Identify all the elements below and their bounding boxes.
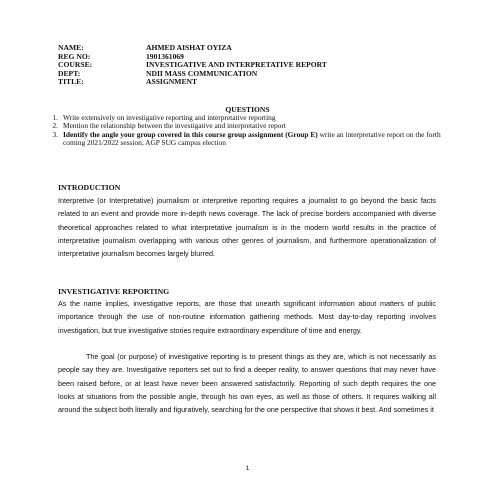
info-row-name	[58, 44, 327, 53]
info-value: AHMED AISHAT OYIZA	[146, 43, 232, 52]
info-label: COURSE:	[58, 60, 93, 70]
info-value: ASSIGNMENT	[146, 77, 198, 87]
question-number: 3.	[52, 129, 58, 139]
info-label: REG NO:	[58, 51, 91, 61]
question-rest-text: write an interpretative report on the forth coming 2021/2022 session, AGP SUG campus election	[63, 129, 441, 148]
info-label: DEPT:	[58, 68, 81, 78]
introduction-paragraph: Interpretive (or Interpretative) journalism or interpretive reporting requires a journalist to go beyond the basic facts related to an event and provide more in-depth news coverage. The lack of precise borders accompanied with diverse theoretical approaches related to what interpretative journalism is in the modern world results in the practice of interpretative journalism overlapping with various other genres of journalism, and furthermore operationalization of interpretative journalism becomes largely blurred.	[58, 196, 436, 259]
info-value: 1901361069	[146, 51, 184, 61]
page-number: 1	[245, 465, 250, 472]
info-label: TITLE:	[58, 77, 84, 87]
info-value: INVESTIGATIVE AND INTERPRETATIVE REPORT	[146, 60, 327, 70]
info-row-title	[58, 78, 327, 87]
question-bold-text: Identify the angle your group covered in this course group assignment (Group E)	[63, 129, 318, 139]
introduction-heading: INTRODUCTION	[58, 183, 121, 192]
question-number: 1.	[52, 113, 58, 122]
questions-heading: QUESTIONS	[225, 105, 270, 114]
question-text	[63, 131, 446, 148]
info-label: NAME:	[58, 43, 84, 52]
student-info-block	[58, 44, 327, 87]
question-item	[46, 131, 446, 148]
question-text: Mention the relationship between the investigative and interpretative report	[63, 121, 286, 131]
investigative-reporting-heading: INVESTIGATIVE REPORTING	[58, 287, 170, 296]
investigative-paragraph-1: As the name implies, investigative reports, are those that unearth significant information about matters of public importance through the use of non-routine information gathering methods. Most day-to-day reporting involves investigation, but true investigative stories require extraordinary expenditure of time and energy.	[58, 299, 436, 335]
investigative-paragraph-2: The goal (or purpose) of investigative reporting is to present things as they are, which is not necessarily as people say they are. Investigative reporters set out to find a deeper reality, to answer questions that may never have been raised before, or at least have never been answered satisfactorily. Reporting of such depth requires the one looks at situations from the possible angle, through his own eyes, as well as those of others. It requires walking all around the subject both literally and figuratively, searching for the one perspective that shows it best. And sometimes it	[58, 352, 436, 415]
questions-list	[46, 114, 446, 148]
question-number: 2.	[52, 121, 58, 131]
question-text: Write extensively on investigative reporting and interpretative reporting	[63, 113, 276, 122]
info-value: NDII MASS COMMUNICATION	[146, 68, 258, 78]
